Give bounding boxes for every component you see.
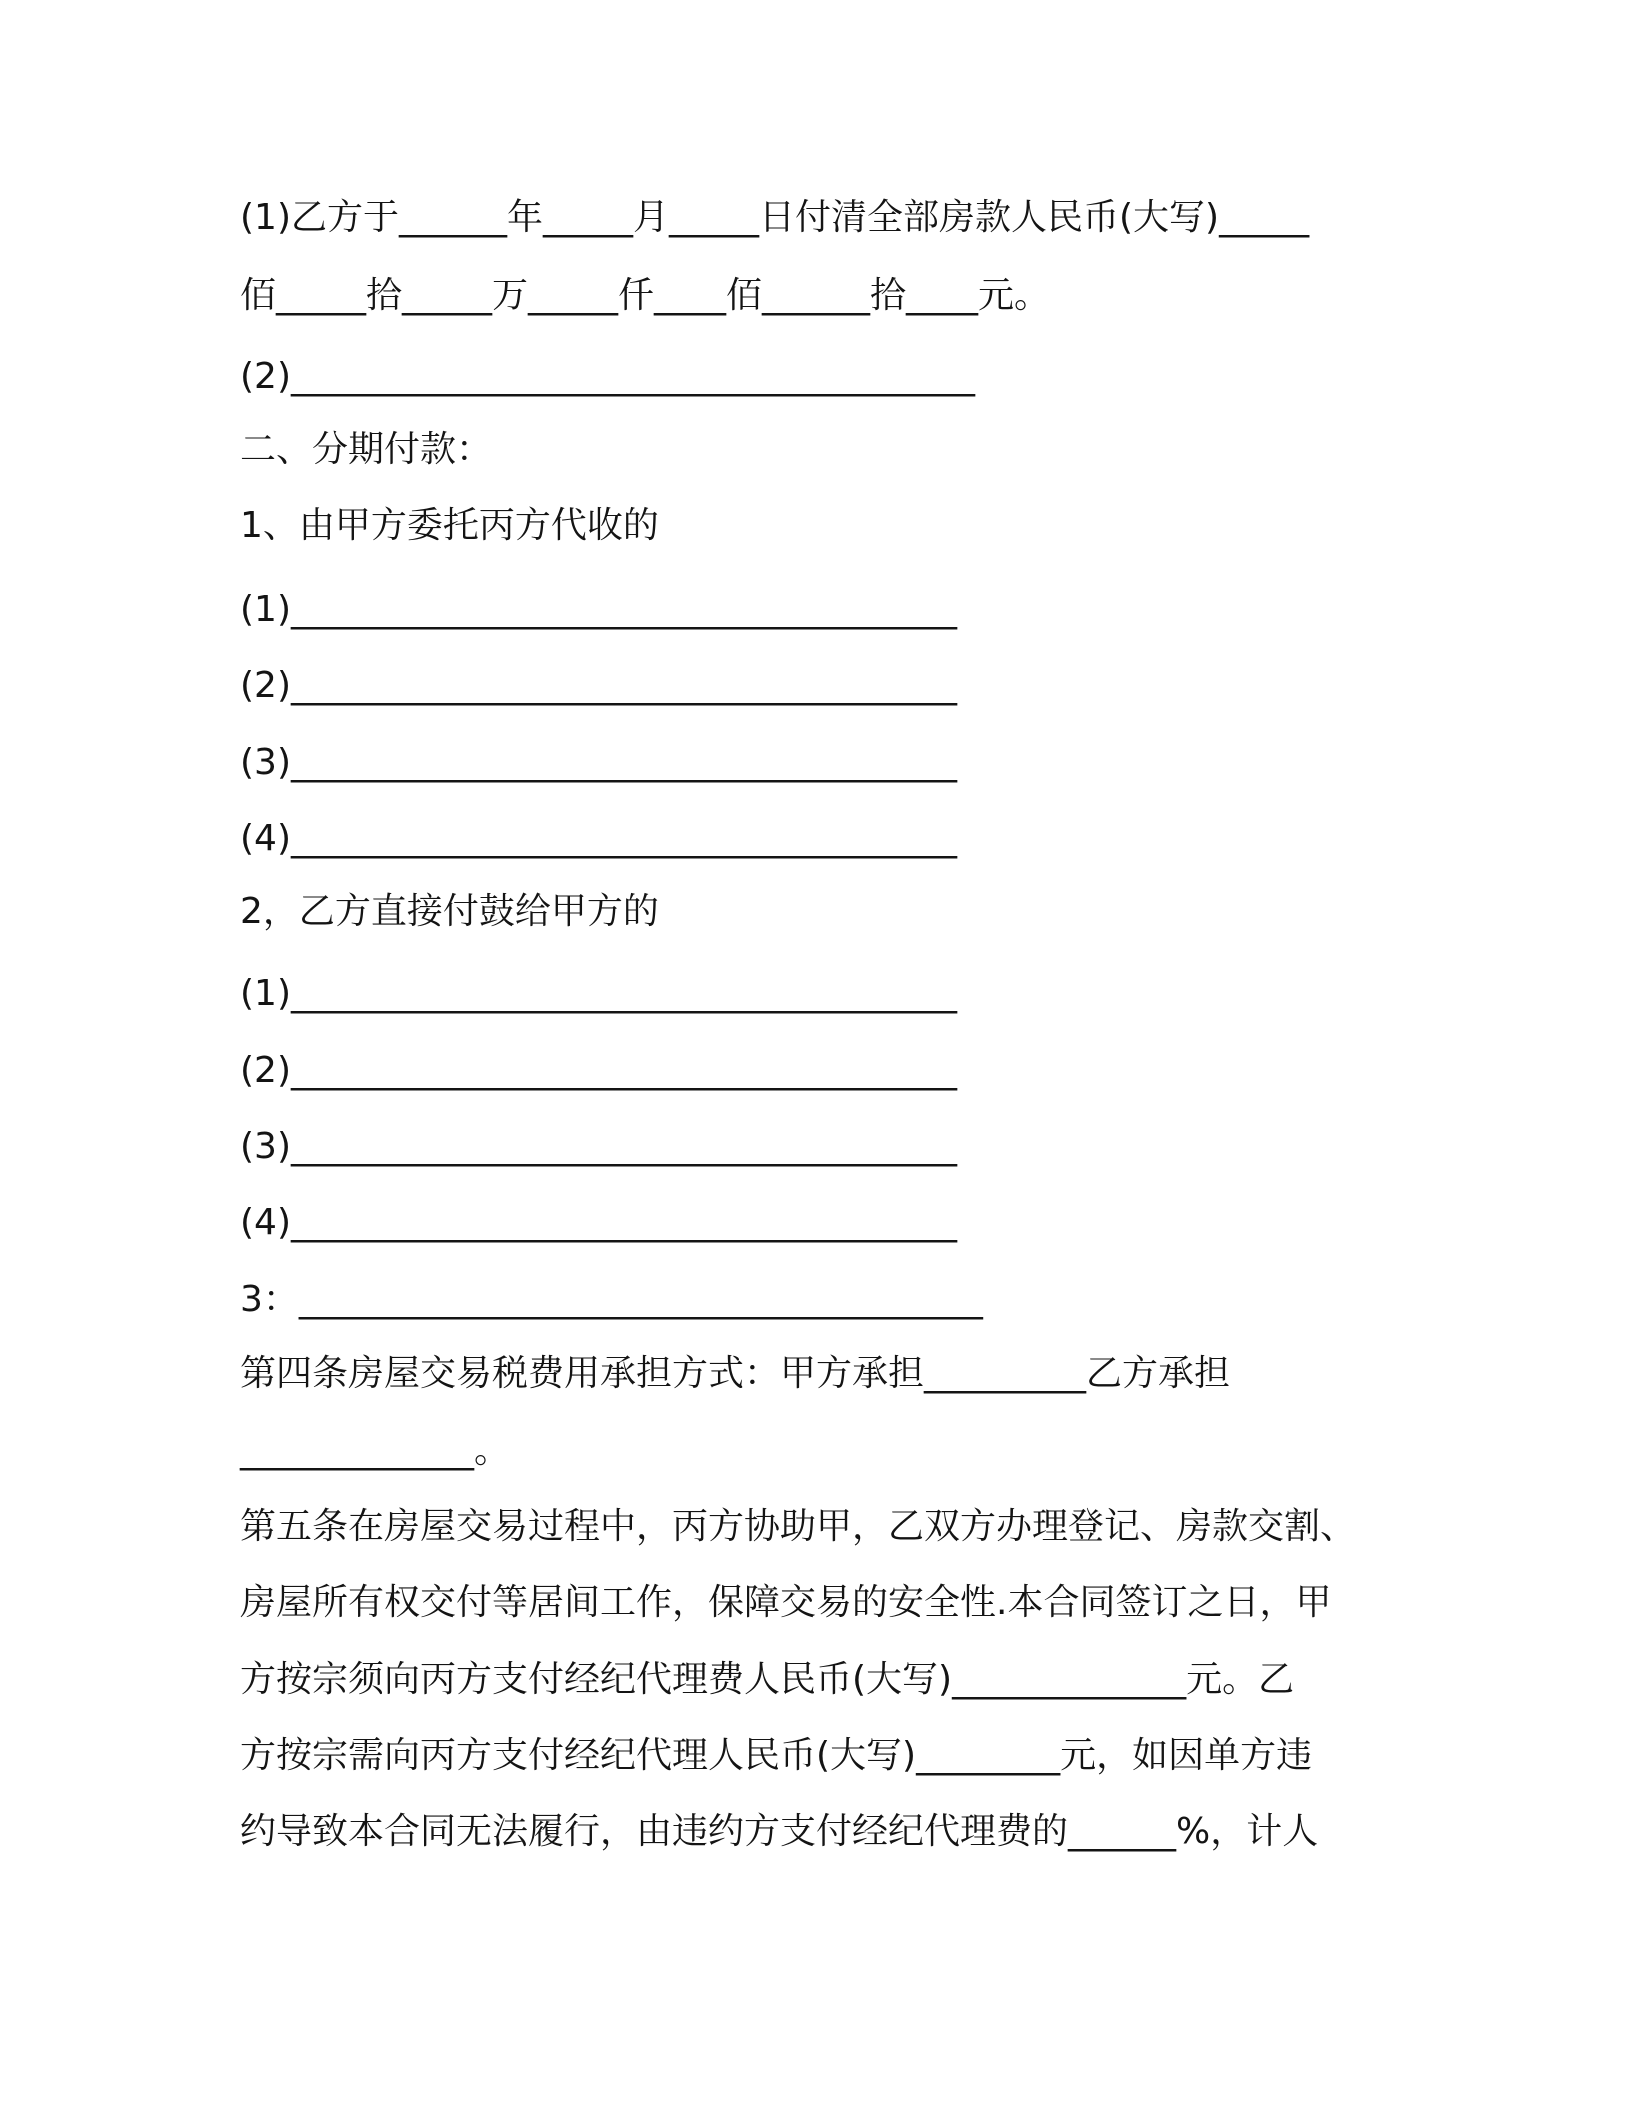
installment-item-3: 3：______________________________________ xyxy=(240,1279,983,1320)
article-4-tax-line: 第四条房屋交易税费用承担方式：甲方承担_________乙方承担 xyxy=(240,1353,1231,1394)
agent-collect-item-4: (4)_____________________________________ xyxy=(240,818,957,859)
agent-collect-heading: 1、由甲方委托丙方代收的 xyxy=(240,505,659,546)
article-5-line-1: 第五条在房屋交易过程中，丙方协助甲，乙双方办理登记、房款交割、 xyxy=(240,1506,1357,1547)
article-5-line-3: 方按宗须向丙方支付经纪代理费人民币(大写)_____________元。乙 xyxy=(240,1659,1295,1700)
agent-collect-item-3: (3)_____________________________________ xyxy=(240,742,957,783)
article-5-line-5: 约导致本合同无法履行，由违约方支付经纪代理费的______%，计人 xyxy=(240,1811,1319,1852)
agent-collect-item-1: (1)_____________________________________ xyxy=(240,589,957,630)
direct-pay-item-1: (1)_____________________________________ xyxy=(240,973,957,1014)
direct-pay-heading: 2，乙方直接付鼓给甲方的 xyxy=(240,891,659,932)
agent-collect-item-2: (2)_____________________________________ xyxy=(240,665,957,706)
direct-pay-item-2: (2)_____________________________________ xyxy=(240,1050,957,1091)
direct-pay-item-3: (3)_____________________________________ xyxy=(240,1126,957,1167)
payment-full-date-line: (1)乙方于______年_____月_____日付清全部房款人民币(大写)_____ xyxy=(240,197,1310,238)
article-4-tax-continuation: _____________。 xyxy=(240,1430,510,1471)
installment-heading: 二、分期付款： xyxy=(240,429,493,470)
direct-pay-item-4: (4)_____________________________________ xyxy=(240,1202,957,1243)
article-5-line-4: 方按宗需向丙方支付经纪代理人民币(大写)________元，如因单方违 xyxy=(240,1735,1313,1776)
payment-amount-words-line: 佰_____拾_____万_____仟____佰______拾____元。 xyxy=(240,275,1050,316)
payment-item-2-line: (2)______________________________________ xyxy=(240,356,975,397)
article-5-line-2: 房屋所有权交付等居间工作，保障交易的安全性.本合同签订之日，甲 xyxy=(240,1582,1332,1623)
